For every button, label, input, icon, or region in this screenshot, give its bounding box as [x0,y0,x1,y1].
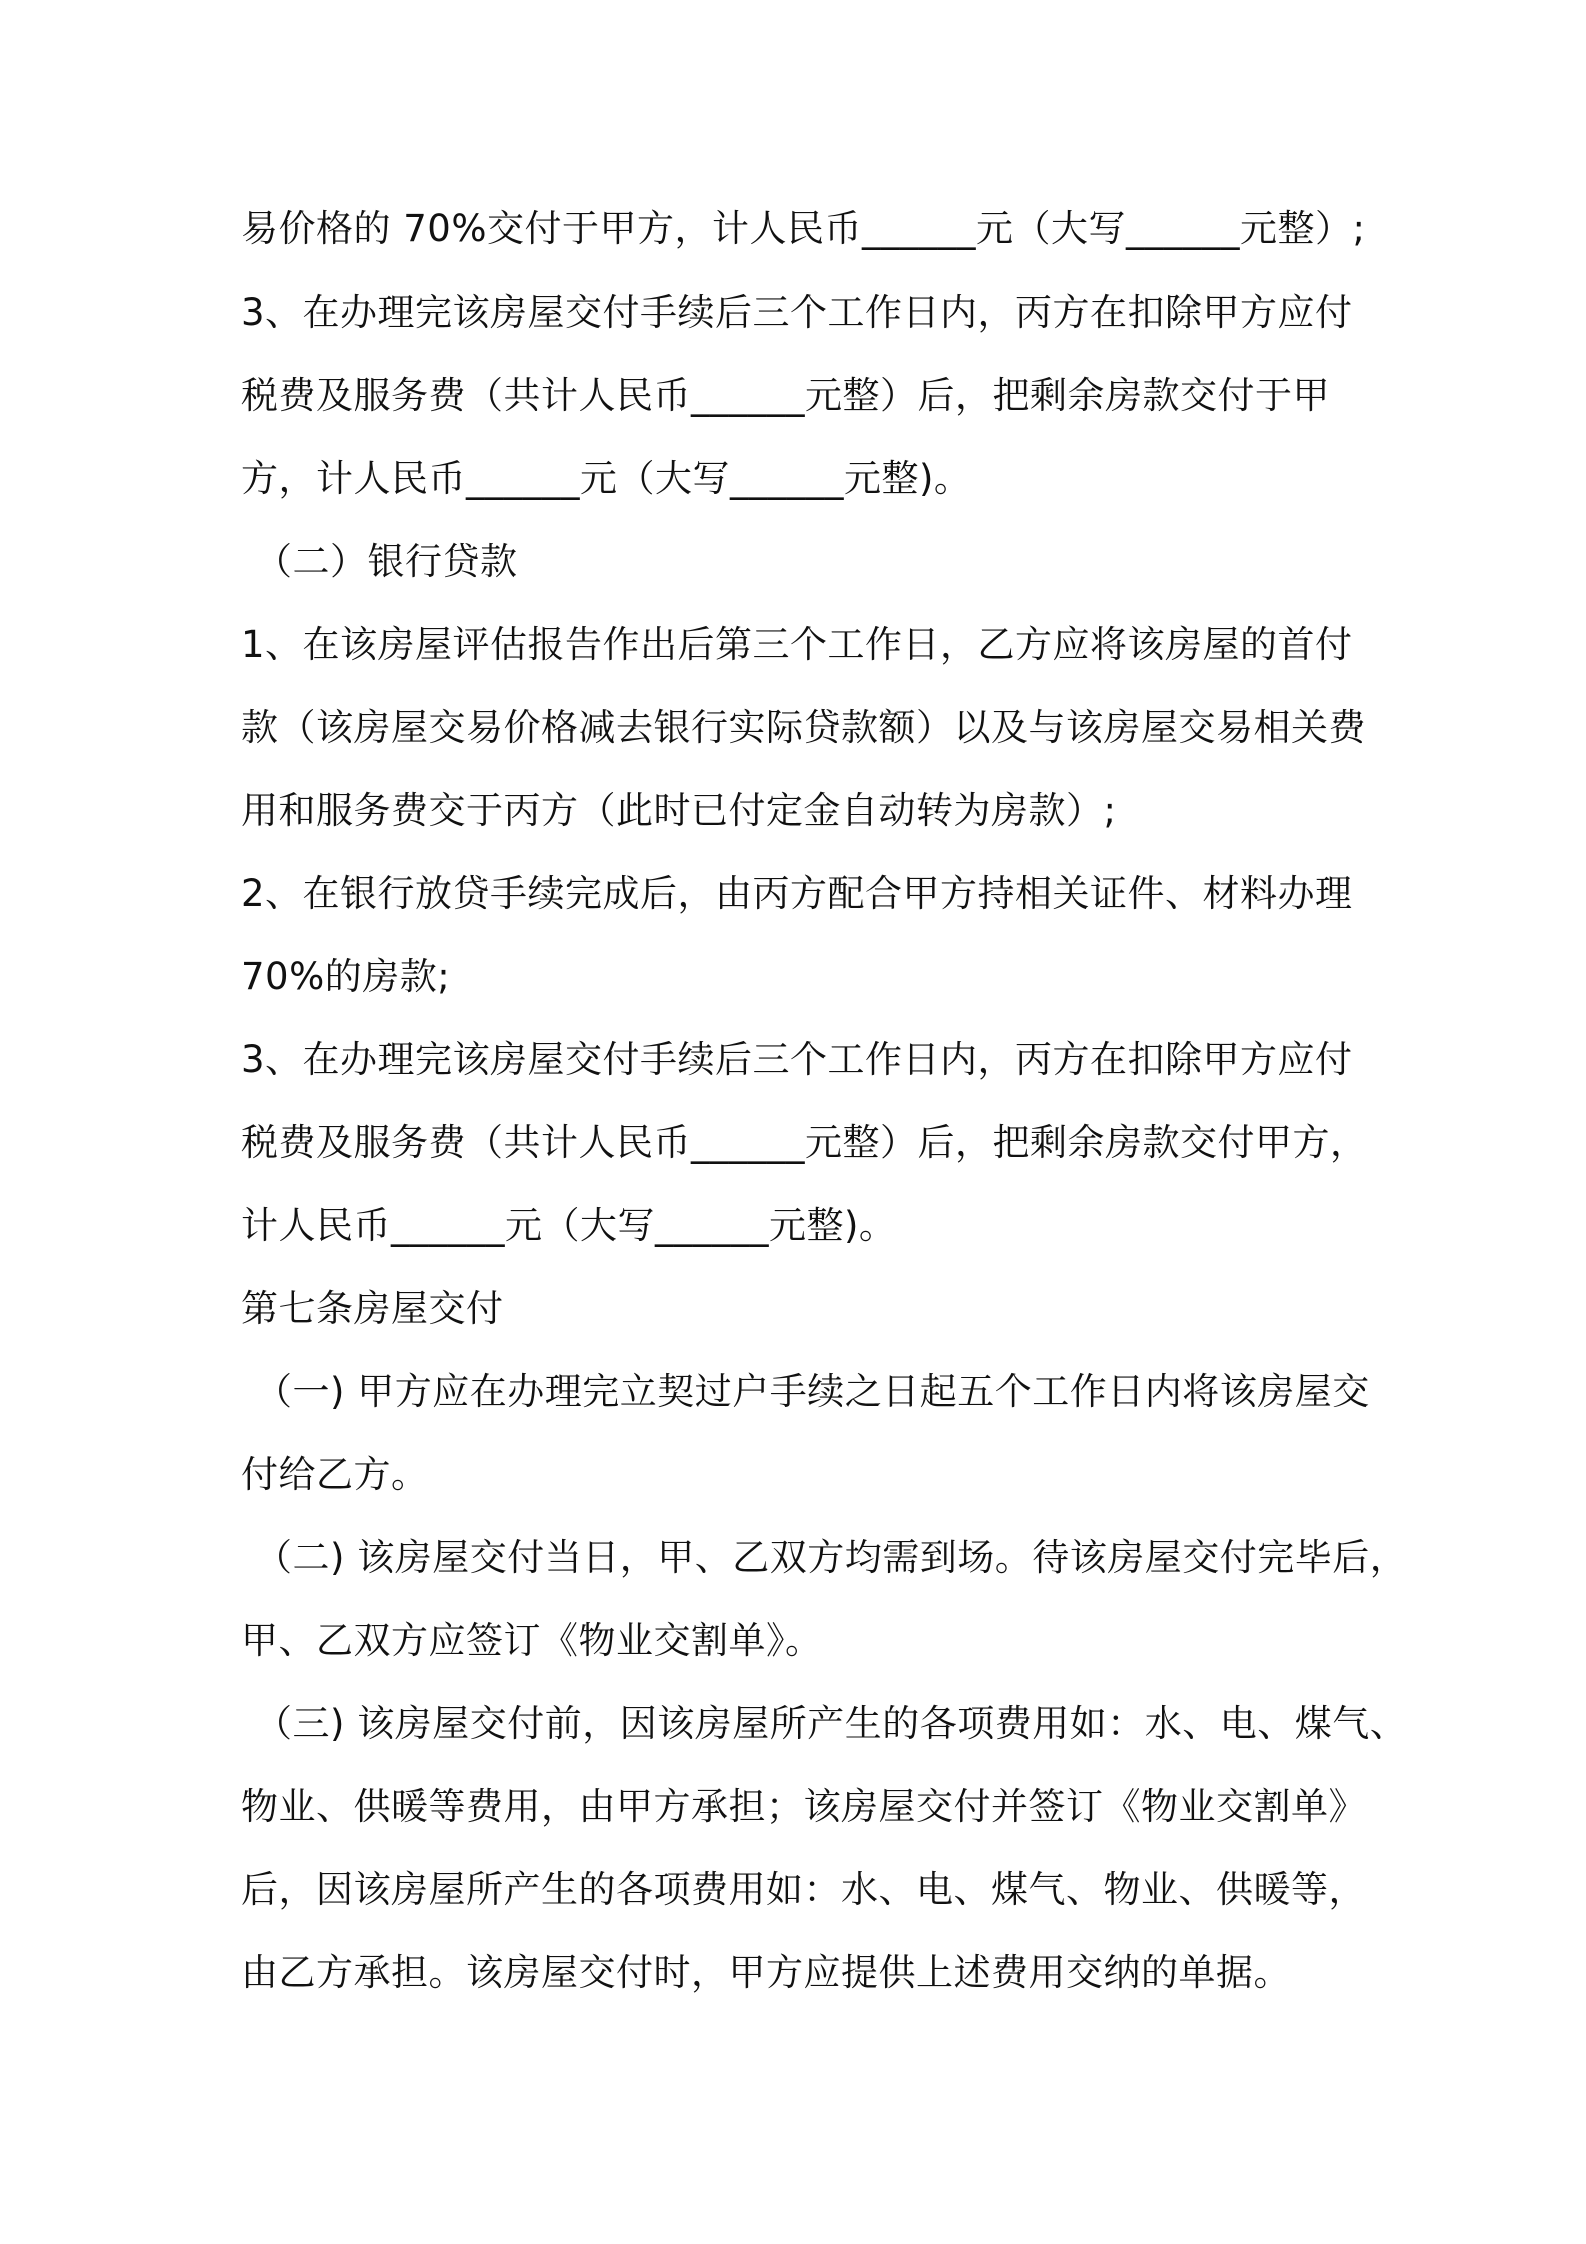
text-line-1: 易价格的 70%交付于甲方，计人民币______元（大写______元整）; [241,207,1366,250]
text-line-6: 1、在该房屋评估报告作出后第三个工作日，乙方应将该房屋的首付 [241,623,1353,666]
text-line-7: 款（该房屋交易价格减去银行实际贷款额）以及与该房屋交易相关费 [241,706,1366,749]
text-line-2: 3、在办理完该房屋交付手续后三个工作日内，丙方在扣除甲方应付 [241,291,1353,334]
text-line-8: 用和服务费交于丙方（此时已付定金自动转为房款）; [241,789,1117,832]
text-line-12: 税费及服务费（共计人民币______元整）后，把剩余房款交付甲方， [241,1121,1368,1164]
text-line-21: 后，因该房屋所产生的各项费用如：水、电、煤气、物业、供暖等， [241,1868,1366,1911]
text-line-11: 3、在办理完该房屋交付手续后三个工作日内，丙方在扣除甲方应付 [241,1038,1353,1081]
text-line-16: 付给乙方。 [241,1453,429,1496]
section-heading-bank-loan: （二）银行贷款 [255,540,518,583]
text-line-19: （三) 该房屋交付前，因该房屋所产生的各项费用如：水、电、煤气、 [255,1702,1408,1745]
text-line-15: （一) 甲方应在办理完立契过户手续之日起五个工作日内将该房屋交 [255,1370,1370,1413]
text-line-9: 2、在银行放贷手续完成后，由丙方配合甲方持相关证件、材料办理 [241,872,1353,915]
text-line-20: 物业、供暖等费用，由甲方承担；该房屋交付并签订《物业交割单》 [241,1785,1366,1828]
text-line-13: 计人民币______元（大写______元整)。 [241,1204,897,1247]
text-line-22: 由乙方承担。该房屋交付时，甲方应提供上述费用交纳的单据。 [241,1951,1291,1994]
text-line-3: 税费及服务费（共计人民币______元整）后，把剩余房款交付于甲 [241,374,1330,417]
text-line-18: 甲、乙双方应签订《物业交割单》。 [241,1619,823,1662]
text-line-10: 70%的房款; [241,955,451,998]
article-heading-delivery: 第七条房屋交付 [241,1287,504,1330]
text-line-4: 方，计人民币______元（大写______元整)。 [241,457,972,500]
text-line-17: （二) 该房屋交付当日，甲、乙双方均需到场。待该房屋交付完毕后， [255,1536,1408,1579]
